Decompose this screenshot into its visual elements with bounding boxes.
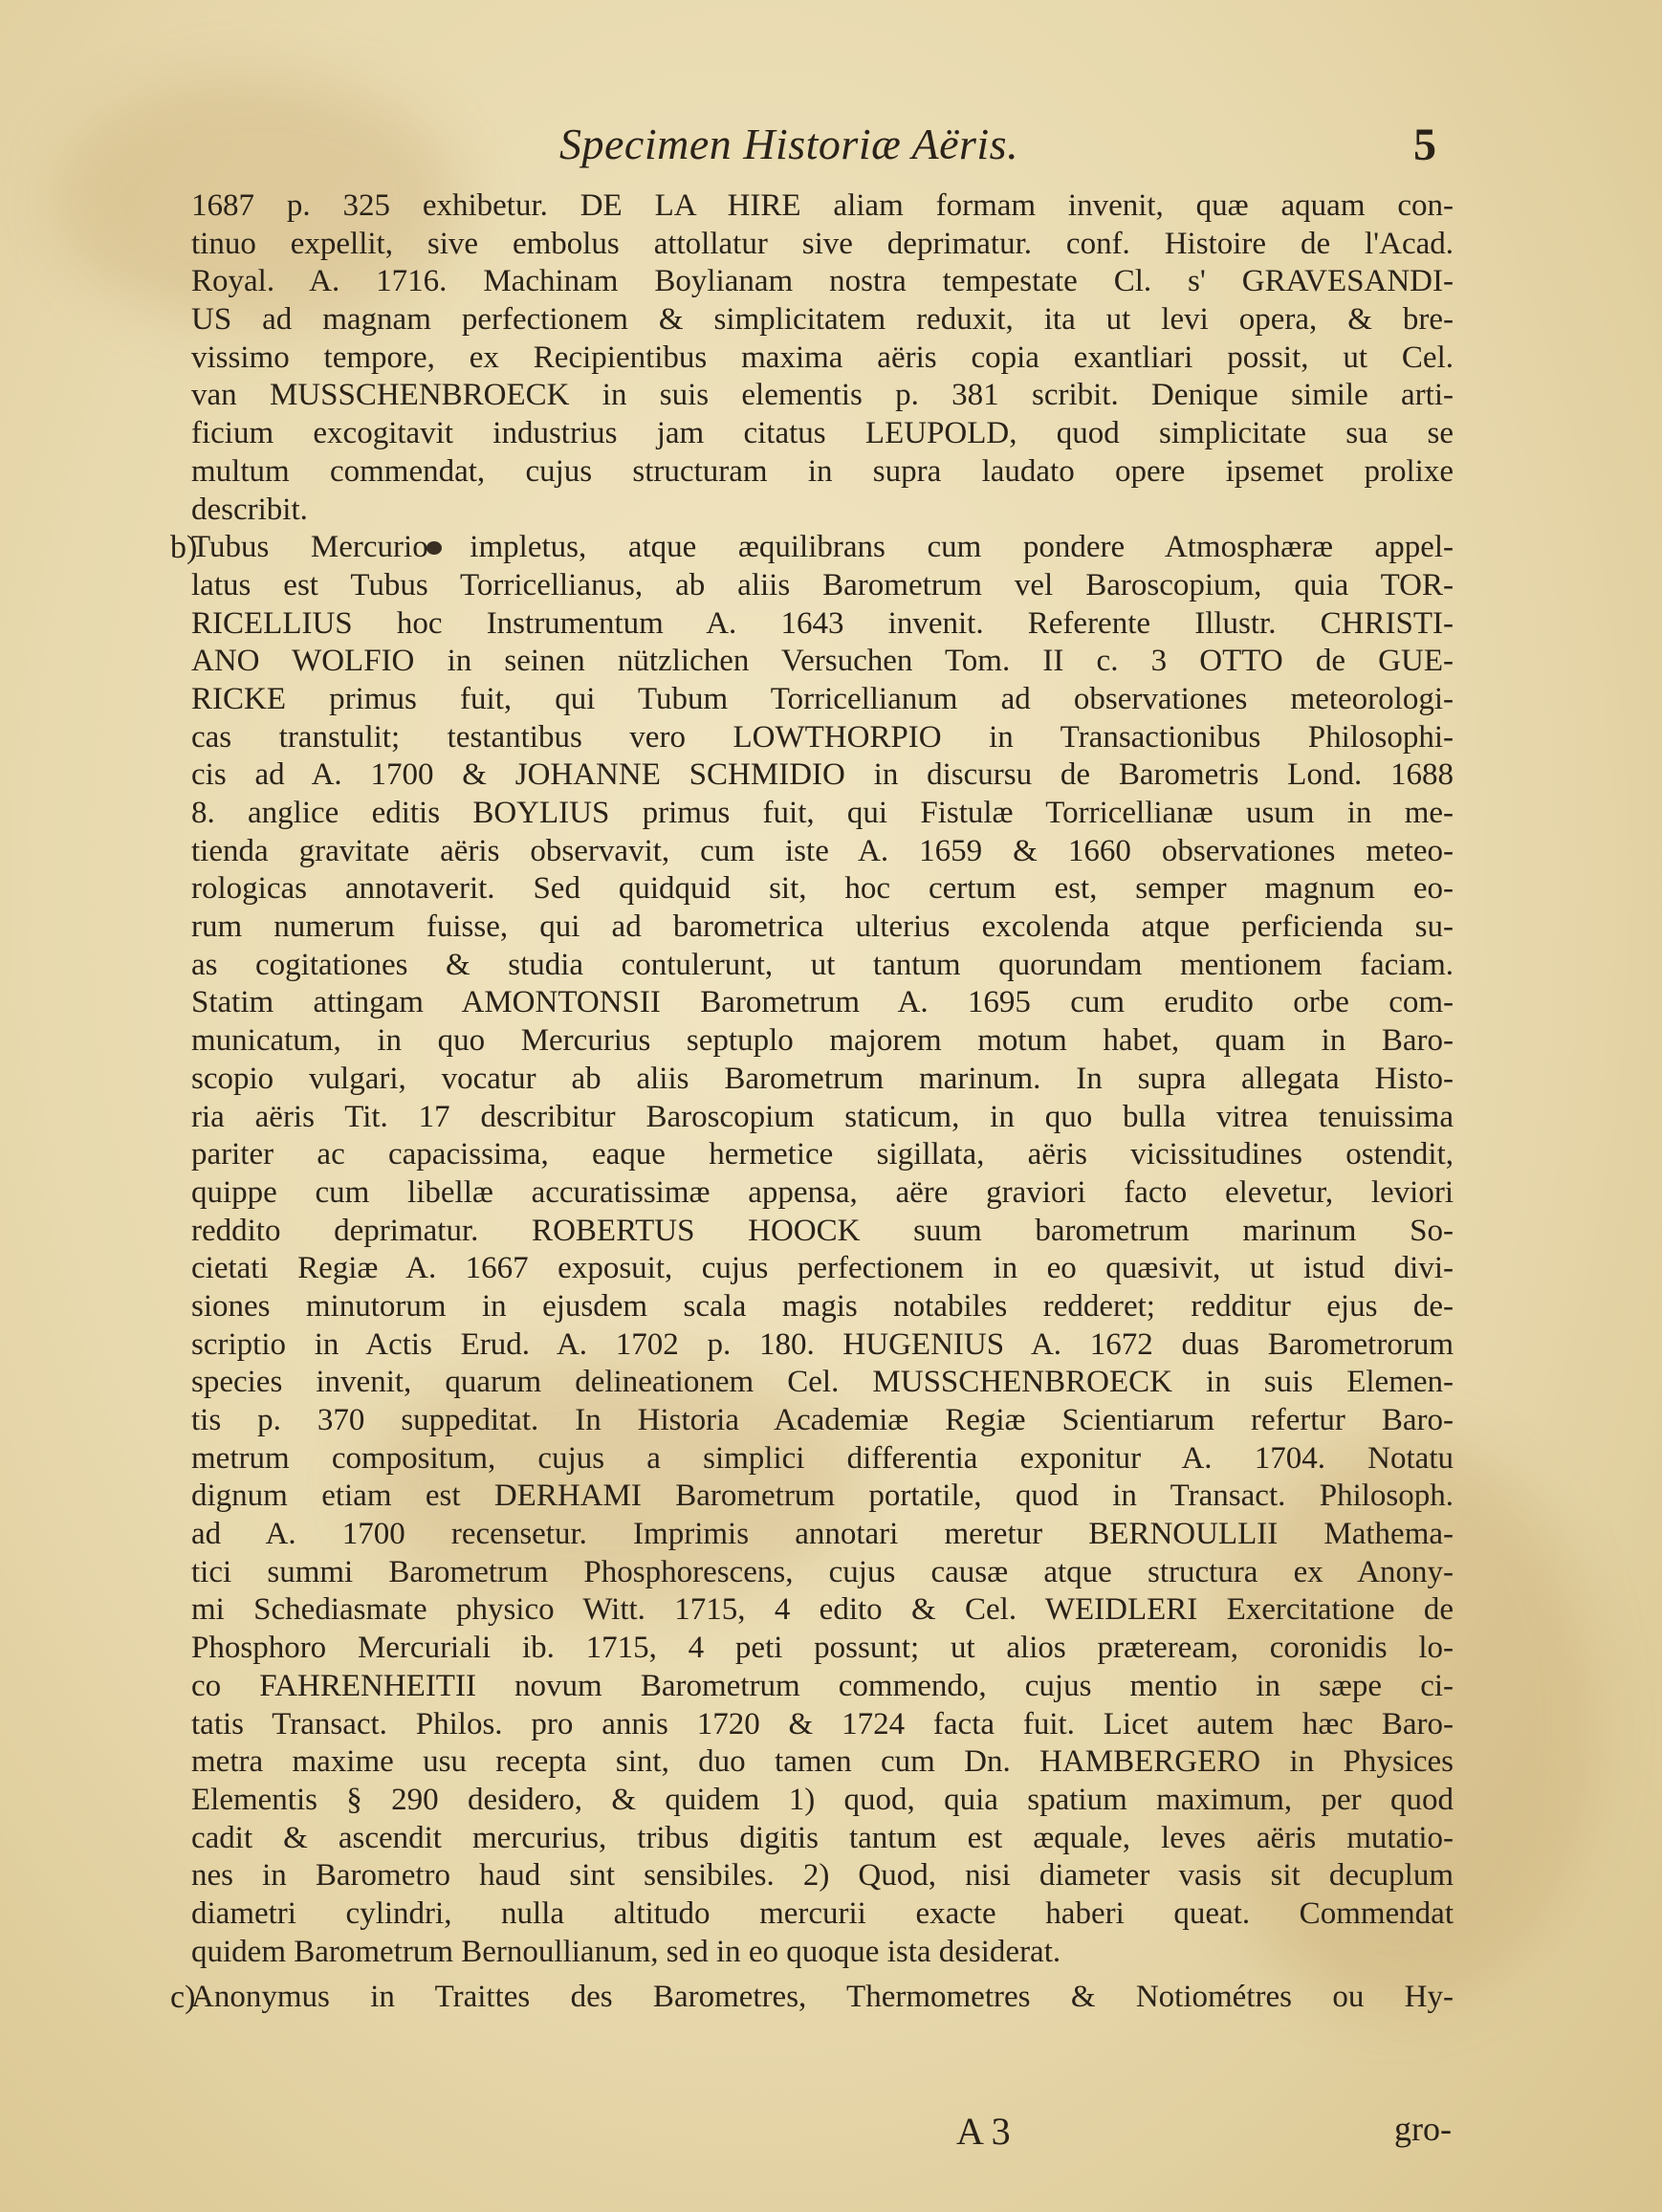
line-text: cadit & ascendit mercurius, tribus digitis tantum est æquale, leves aëris mutatio- <box>191 1820 1454 1855</box>
text-line <box>191 1743 1454 1782</box>
text-line <box>191 1174 1454 1213</box>
text-line <box>191 1782 1454 1820</box>
line-text: RICELLIUS hoc Instrumentum A. 1643 invenit. Referente Illustr. CHRISTI- <box>191 605 1454 641</box>
page-header <box>0 113 1662 180</box>
line-text: pariter ac capacissima, eaque hermetice sigillata, aëris vicissitudines ostendit, <box>191 1137 1454 1172</box>
line-text: Elementis § 290 desidero, & quidem 1) quod, quia spatium maximum, per quod <box>191 1782 1454 1817</box>
text-line <box>191 756 1454 795</box>
line-text: scriptio in Actis Erud. A. 1702 p. 180. HUGENIUS A. 1672 duas Barometrorum <box>191 1326 1454 1362</box>
text-line <box>191 1288 1454 1326</box>
text-line <box>191 1478 1454 1516</box>
line-text: rologicas annotaverit. Sed quidquid sit, hoc certum est, semper magnum eo- <box>191 871 1454 907</box>
text-line <box>191 681 1454 719</box>
line-text: Statim attingam AMONTONSII Barometrum A. 1695 cum erudito orbe com- <box>191 985 1454 1020</box>
footnote-gap <box>191 1971 1454 1979</box>
text-line <box>191 1136 1454 1174</box>
line-text: tinuo expellit, sive embolus attollatur sive deprimatur. conf. Histoire de l'Acad. <box>191 226 1454 261</box>
line-text: ad A. 1700 recensetur. Imprimis annotari meretur BERNOULLII Mathema- <box>191 1517 1454 1552</box>
text-line <box>191 1213 1454 1251</box>
line-text: rum numerum fuisse, qui ad barometrica ulterius excolenda atque perficienda su- <box>191 909 1454 945</box>
line-text: quidem Barometrum Bernoullianum, sed in eo quoque ista desiderat. <box>191 1934 1061 1969</box>
line-text: vissimo tempore, ex Recipientibus maxima aëris copia exantliari possit, ut Cel. <box>191 339 1454 375</box>
text-line <box>191 263 1454 301</box>
text-line <box>191 1820 1454 1858</box>
line-text: mi Schediasmate physico Witt. 1715, 4 edito & Cel. WEIDLERI Exercitatione de <box>191 1592 1454 1628</box>
text-line <box>191 909 1454 947</box>
line-text: co FAHRENHEITII novum Barometrum commendo, cujus mentio in sæpe ci- <box>191 1668 1454 1703</box>
line-text: cietati Regiæ A. 1667 exposuit, cujus perfectionem in eo quæsivit, ut istud divi- <box>191 1251 1454 1286</box>
line-text: ria aëris Tit. 17 describitur Baroscopium staticum, in quo bulla vitrea tenuissima <box>191 1099 1454 1134</box>
line-text: tienda gravitate aëris observavit, cum iste A. 1659 & 1660 observationes meteo- <box>191 833 1454 868</box>
text-line <box>191 1630 1454 1668</box>
line-text: species invenit, quarum delineationem Cel. MUSSCHENBROECK in suis Elemen- <box>191 1365 1454 1400</box>
text-line <box>191 567 1454 605</box>
line-text: tatis Transact. Philos. pro annis 1720 & 1724 facta fuit. Licet autem hæc Baro- <box>191 1706 1454 1741</box>
line-text: latus est Tubus Torricellianus, ab aliis Barometrum vel Baroscopium, quia TOR- <box>191 567 1454 602</box>
line-text: US ad magnam perfectionem & simplicitatem reduxit, ita ut levi opera, & bre- <box>191 302 1454 338</box>
text-line <box>191 1440 1454 1478</box>
text-line <box>191 453 1454 492</box>
line-text: van MUSSCHENBROECK in suis elementis p. 381 scribit. Denique simile arti- <box>191 378 1454 413</box>
text-line <box>191 719 1454 757</box>
text-line <box>191 1022 1454 1061</box>
line-text: describit. <box>191 492 308 527</box>
line-text: 8. anglice editis BOYLIUS primus fuit, qui Fistulæ Torricellianæ usum in me- <box>191 796 1454 830</box>
line-text: tis p. 370 suppeditat. In Historia Academiæ Regiæ Scientiarum refertur Baro- <box>191 1403 1454 1437</box>
signature-mark: A 3 <box>956 2110 1011 2153</box>
line-text: Tubus Mercurio impletus, atque æquilibrans cum pondere Atmosphæræ appel- <box>191 530 1454 565</box>
text-line <box>191 339 1454 378</box>
line-text: siones minutorum in ejusdem scala magis notabiles redderet; redditur ejus de- <box>191 1288 1454 1324</box>
page-footer <box>0 2109 1662 2157</box>
text-line <box>191 415 1454 453</box>
line-text: metrum compositum, cujus a simplici differentia exponitur A. 1704. Notatu <box>191 1440 1454 1476</box>
text-line <box>191 1591 1454 1630</box>
line-text: RICKE primus fuit, qui Tubum Torricellianum ad observationes meteorologi- <box>191 681 1454 716</box>
text-line <box>191 301 1454 339</box>
text-line <box>191 1934 1454 1972</box>
line-text: as cogitationes & studia contulerunt, ut tantum quorundam mentionem faciam. <box>191 947 1454 982</box>
line-text: Phosphoro Mercuriali ib. 1715, 4 peti possunt; ut alios præteream, coronidis lo- <box>191 1631 1454 1666</box>
text-line <box>191 1250 1454 1288</box>
text-line <box>191 1668 1454 1706</box>
running-title: Specimen Historiæ Aëris. <box>559 120 1019 168</box>
line-text: multum commendat, cujus structuram in supra laudato opere ipsemet prolixe <box>191 453 1454 489</box>
line-text: ficium excogitavit industrius jam citatus LEUPOLD, quod simplicitate sua se <box>191 416 1454 451</box>
line-text: quippe cum libellæ accuratissimæ appensa, aëre graviori facto elevetur, leviori <box>191 1174 1454 1210</box>
line-text: reddito deprimatur. ROBERTUS HOOCK suum barometrum marinum So- <box>191 1213 1454 1248</box>
text-line <box>191 1099 1454 1137</box>
body-text <box>170 187 1454 2017</box>
line-text: cis ad A. 1700 & JOHANNE SCHMIDIO in discursu de Barometris Lond. 1688 <box>191 757 1454 793</box>
footnote-label: b) <box>170 530 198 566</box>
line-text: 1687 p. 325 exhibetur. DE LA HIRE aliam formam invenit, quæ aquam con- <box>191 188 1454 223</box>
text-line <box>191 605 1454 644</box>
line-text: diametri cylindri, nulla altitudo mercurii exacte haberi queat. Commendat <box>191 1895 1454 1931</box>
text-line <box>191 492 1454 530</box>
text-line <box>191 1857 1454 1895</box>
line-text: cas transtulit; testantibus vero LOWTHORPIO in Transactionibus Philosophi- <box>191 719 1454 755</box>
footnote-label: c) <box>170 1980 196 2016</box>
text-line <box>191 643 1454 681</box>
line-text: Anonymus in Traittes des Barometres, Thermometres & Notiométres ou Hy- <box>191 1980 1454 2015</box>
text-line <box>191 795 1454 833</box>
text-line <box>191 833 1454 871</box>
footnote-start-line <box>170 1979 1454 2017</box>
catchword: gro- <box>1394 2110 1452 2148</box>
text-line <box>191 377 1454 415</box>
text-line <box>191 1895 1454 1934</box>
line-text: nes in Barometro haud sint sensibiles. 2) Quod, nisi diameter vasis sit decuplum <box>191 1858 1454 1894</box>
line-text: ANO WOLFIO in seinen nützlichen Versuchen Tom. II c. 3 OTTO de GUE- <box>191 644 1454 679</box>
line-text: dignum etiam est DERHAMI Barometrum portatile, quod in Transact. Philosoph. <box>191 1478 1454 1514</box>
line-text: metra maxime usu recepta sint, duo tamen cum Dn. HAMBERGERO in Physices <box>191 1744 1454 1780</box>
footnote-start-line <box>170 529 1454 567</box>
text-line <box>191 187 1454 226</box>
text-line <box>191 870 1454 909</box>
line-text: scopio vulgari, vocatur ab aliis Barometrum marinum. In supra allegata Histo- <box>191 1061 1454 1096</box>
line-text: municatum, in quo Mercurius septuplo majorem motum habet, quam in Baro- <box>191 1023 1454 1059</box>
text-line <box>191 1326 1454 1365</box>
text-line <box>191 226 1454 264</box>
page-number: 5 <box>1413 120 1436 170</box>
text-line <box>191 1706 1454 1744</box>
text-line <box>191 984 1454 1022</box>
line-text: Royal. A. 1716. Machinam Boylianam nostra tempestate Cl. s' GRAVESANDI- <box>191 264 1454 299</box>
text-line <box>191 947 1454 985</box>
text-line <box>191 1554 1454 1592</box>
text-line <box>191 1402 1454 1440</box>
text-line <box>191 1061 1454 1099</box>
line-text: tici summi Barometrum Phosphorescens, cujus causæ atque structura ex Anony- <box>191 1554 1454 1589</box>
text-line <box>191 1516 1454 1554</box>
text-line <box>191 1364 1454 1402</box>
